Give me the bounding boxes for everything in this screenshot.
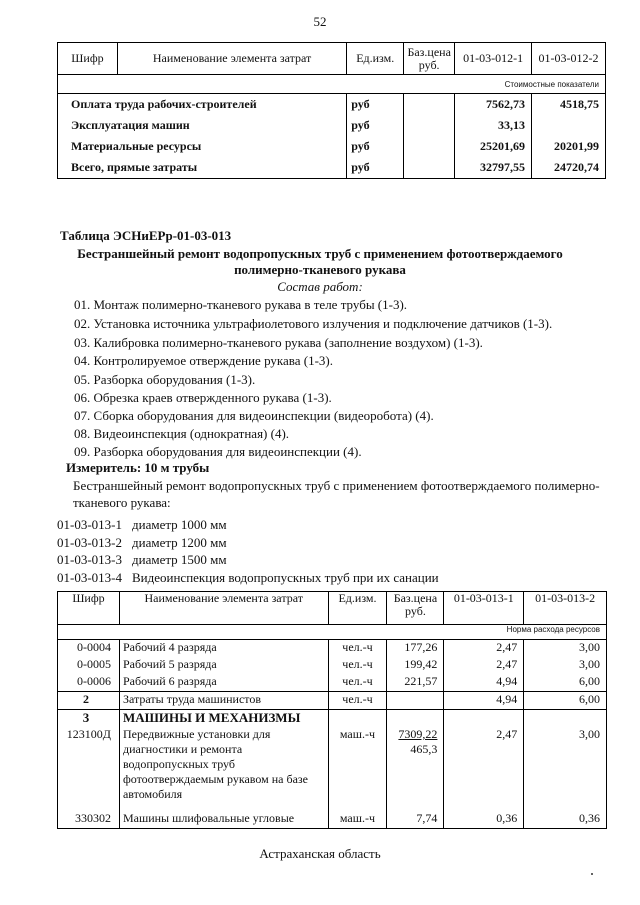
header-name: Наименование элемента затрат xyxy=(119,592,328,625)
row-value-1: 7562,73 xyxy=(455,94,532,116)
table-row xyxy=(58,640,607,658)
variant-item xyxy=(57,570,439,586)
row-name-line: фотоотверждаемым рукавом на базе xyxy=(122,772,308,786)
table-row xyxy=(58,157,606,179)
row-price: 221,57 xyxy=(387,674,444,692)
row-price: 7,74 xyxy=(387,811,444,829)
table-row xyxy=(58,94,606,116)
variant-item xyxy=(57,535,227,551)
row-name: Рабочий 6 разряда xyxy=(119,674,328,692)
header-unit: Ед.изм. xyxy=(328,592,387,625)
table-subheader: Норма расхода ресурсов xyxy=(58,625,607,640)
work-item: 04. Контролируемое отверждение рукава (1-3). xyxy=(74,353,334,368)
row-name-line: автомобиля xyxy=(122,787,183,801)
row-unit: маш.-ч xyxy=(328,727,387,811)
scan-dot xyxy=(591,873,593,875)
row-value-1: 32797,55 xyxy=(455,157,532,179)
row-value-2: 3,00 xyxy=(524,640,607,658)
row-unit: чел.-ч xyxy=(328,674,387,692)
row-value-1: 4,94 xyxy=(444,674,524,692)
row-value-1: 33,13 xyxy=(455,115,532,136)
row-name-line: Передвижные установки для xyxy=(122,727,271,741)
row-price xyxy=(387,727,444,811)
row-value-2: 3,00 xyxy=(524,727,607,811)
variant-code: 01-03-013-2 xyxy=(57,535,122,550)
row-name: Рабочий 5 разряда xyxy=(119,657,328,674)
row-value-2: 24720,74 xyxy=(532,157,606,179)
row-value-2: 4518,75 xyxy=(532,94,606,116)
description-line2: тканевого рукава: xyxy=(73,495,171,510)
row-code: 3 xyxy=(58,710,120,728)
work-item: 09. Разборка оборудования для видеоинспекции (4). xyxy=(74,444,362,459)
row-unit: руб xyxy=(347,115,404,136)
header-unit: Ед.изм. xyxy=(347,43,404,75)
header-base-price: Баз.цена руб. xyxy=(404,43,455,75)
row-name: Эксплуатация машин xyxy=(58,115,347,136)
description-line1: Бестраншейный ремонт водопропускных труб с применением фотоотверждаемого полимерно- xyxy=(73,478,600,493)
work-item: 08. Видеоинспекция (однократная) (4). xyxy=(74,426,290,441)
row-name-line: диагностики и ремонта xyxy=(122,742,243,756)
row-code: 2 xyxy=(58,692,120,710)
resource-norms-table xyxy=(57,591,607,829)
header-name: Наименование элемента затрат xyxy=(117,43,346,75)
variant-item xyxy=(57,552,227,568)
row-value-2: 6,00 xyxy=(524,674,607,692)
table-row xyxy=(58,136,606,157)
table-header-row xyxy=(58,43,606,75)
composition-title: Состав работ: xyxy=(277,279,363,294)
variant-code: 01-03-013-3 xyxy=(57,552,122,567)
table-header-row xyxy=(58,592,607,625)
table-row xyxy=(58,811,607,829)
table-title: Таблица ЭСНиЕРр-01-03-013 xyxy=(60,228,232,243)
row-price-main: 7309,22 xyxy=(398,727,438,741)
header-base-price: Баз.цена руб. xyxy=(387,592,444,625)
work-item: 01. Монтаж полимерно-тканевого рукава в теле трубы (1-3). xyxy=(74,297,408,312)
variant-text: диаметр 1000 мм xyxy=(132,517,227,532)
section-heading: МАШИНЫ И МЕХАНИЗМЫ xyxy=(119,710,328,728)
row-value-2: 0,36 xyxy=(524,811,607,829)
variant-code: 01-03-013-4 xyxy=(57,570,122,585)
header-col1: 01-03-013-1 xyxy=(444,592,524,625)
work-item: 05. Разборка оборудования (1-3). xyxy=(74,372,256,387)
row-value-2: 6,00 xyxy=(524,692,607,710)
header-col2: 01-03-012-2 xyxy=(532,43,606,75)
row-unit: чел.-ч xyxy=(328,657,387,674)
row-unit: маш.-ч xyxy=(328,811,387,829)
document-title xyxy=(0,246,640,278)
row-value-1: 25201,69 xyxy=(455,136,532,157)
row-price xyxy=(387,692,444,710)
header-col1: 01-03-012-1 xyxy=(455,43,532,75)
table-row xyxy=(58,115,606,136)
row-price: 177,26 xyxy=(387,640,444,658)
row-value-1: 2,47 xyxy=(444,640,524,658)
row-code: 123100Д xyxy=(58,727,120,811)
row-name: Всего, прямые затраты xyxy=(58,157,347,179)
measure-unit: Измеритель: 10 м трубы xyxy=(66,460,210,475)
header-code: Шифр xyxy=(58,592,120,625)
row-name: Машины шлифовальные угловые xyxy=(119,811,328,829)
variant-text: Видеоинспекция водопропускных труб при их санации xyxy=(132,570,439,585)
row-unit: руб xyxy=(347,157,404,179)
row-price: 199,42 xyxy=(387,657,444,674)
row-value-2: 3,00 xyxy=(524,657,607,674)
row-value-1: 4,94 xyxy=(444,692,524,710)
variant-text: диаметр 1500 мм xyxy=(132,552,227,567)
description xyxy=(73,477,613,511)
work-item: 02. Установка источника ультрафиолетового излучения и подключение датчиков (1-3). xyxy=(74,316,553,331)
work-item: 07. Сборка оборудования для видеоинспекции (видеоробота) (4). xyxy=(74,408,434,423)
row-name: Оплата труда рабочих-строителей xyxy=(58,94,347,116)
row-unit: чел.-ч xyxy=(328,692,387,710)
row-unit: руб xyxy=(347,94,404,116)
document-title-line1: Бестраншейный ремонт водопропускных труб с применением фотоотверждаемого xyxy=(77,246,563,261)
row-value-1: 2,47 xyxy=(444,657,524,674)
work-item: 06. Обрезка краев отвержденного рукава (1-3). xyxy=(74,390,332,405)
row-code: 0-0005 xyxy=(58,657,120,674)
row-name: Затраты труда машинистов xyxy=(119,692,328,710)
row-price-secondary: 465,3 xyxy=(410,742,438,756)
table-row xyxy=(58,674,607,692)
row-value-2 xyxy=(532,115,606,136)
row-value-1: 2,47 xyxy=(444,727,524,811)
page-footer: Астраханская область xyxy=(259,846,381,861)
row-code: 0-0006 xyxy=(58,674,120,692)
row-unit: руб xyxy=(347,136,404,157)
table-row xyxy=(58,727,607,811)
row-value-1: 0,36 xyxy=(444,811,524,829)
table-row xyxy=(58,657,607,674)
row-unit: чел.-ч xyxy=(328,640,387,658)
row-value-2: 20201,99 xyxy=(532,136,606,157)
row-name: Материальные ресурсы xyxy=(58,136,347,157)
header-col2: 01-03-013-2 xyxy=(524,592,607,625)
header-code: Шифр xyxy=(58,43,118,75)
row-name-line: водопропускных труб xyxy=(122,757,235,771)
cost-indicators-table xyxy=(57,42,606,179)
row-code: 330302 xyxy=(58,811,120,829)
table-subheader: Стоимостные показатели xyxy=(58,75,606,94)
row-name: Рабочий 4 разряда xyxy=(119,640,328,658)
table-row xyxy=(58,692,607,710)
page-number: 52 xyxy=(313,14,327,29)
variant-text: диаметр 1200 мм xyxy=(132,535,227,550)
document-title-line2: полимерно-тканевого рукава xyxy=(234,262,406,277)
table-row xyxy=(58,710,607,728)
row-code: 0-0004 xyxy=(58,640,120,658)
variant-item xyxy=(57,517,227,533)
variant-code: 01-03-013-1 xyxy=(57,517,122,532)
work-item: 03. Калибровка полимерно-тканевого рукава (заполнение воздухом) (1-3). xyxy=(74,335,483,350)
row-name xyxy=(119,727,328,811)
